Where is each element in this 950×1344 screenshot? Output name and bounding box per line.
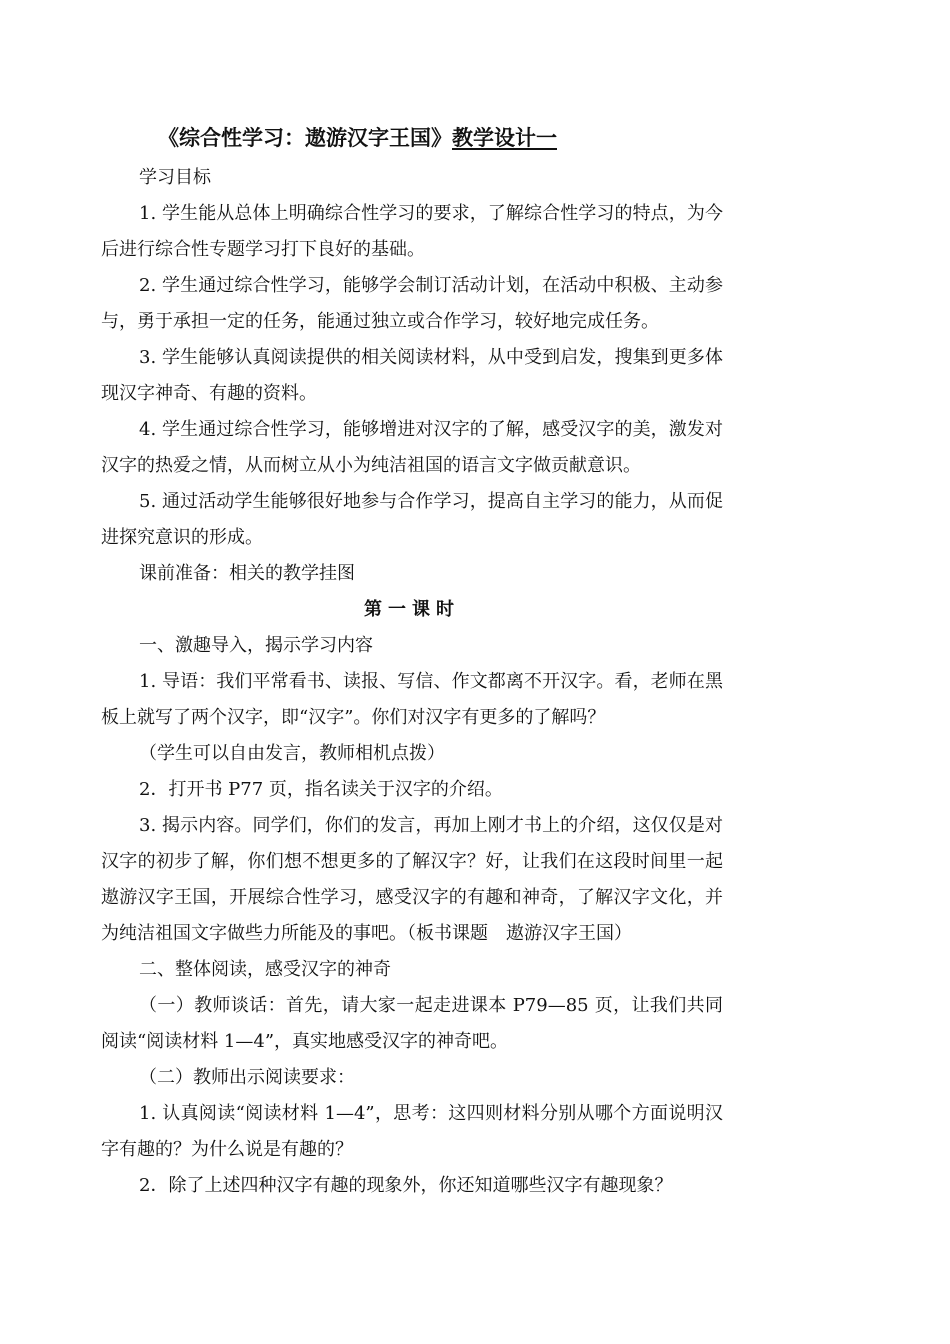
step-1-note: （学生可以自由发言，教师相机点拨） — [139, 743, 445, 764]
step-1-intro: 1. 导语：我们平常看书、读报、写信、作文都离不开汉字。看，老师在黑板上就写了两个汉字，即“汉字”。你们对汉字有更多的了解吗？ — [101, 671, 723, 728]
step-2: 2．打开书 P77 页，指名读关于汉字的介绍。 — [139, 779, 503, 800]
requirement-2: 2．除了上述四种汉字有趣的现象外，你还知道哪些汉字有趣现象？ — [139, 1175, 673, 1196]
title-suffix: 一 — [536, 126, 557, 150]
title-underlined: 教学设计 — [452, 126, 536, 150]
reading-requirements: （二）教师出示阅读要求： — [139, 1067, 355, 1088]
objective-3: 3. 学生能够认真阅读提供的相关阅读材料，从中受到启发，搜集到更多体现汉字神奇、有趣的资料。 — [101, 347, 723, 404]
requirement-1: 1. 认真阅读“阅读材料 1—4”，思考：这四则材料分别从哪个方面说明汉字有趣的？为什么说是有趣的？ — [101, 1103, 723, 1160]
objective-5: 5. 通过活动学生能够很好地参与合作学习，提高自主学习的能力，从而促进探究意识的形成。 — [101, 491, 723, 548]
objective-2: 2. 学生通过综合性学习，能够学会制订活动计划，在活动中积极、主动参与，勇于承担一定的任务，能通过独立或合作学习，较好地完成任务。 — [101, 275, 723, 332]
section-label-objectives: 学习目标 — [139, 167, 211, 188]
teacher-talk: （一）教师谈话：首先，请大家一起走进课本 P79—85 页，让我们共同阅读“阅读材料 1—4”，真实地感受汉字的神奇吧。 — [101, 995, 723, 1052]
section-heading-2: 二、整体阅读，感受汉字的神奇 — [139, 959, 391, 980]
document-title — [101, 118, 723, 158]
title-main: 《综合性学习：遨游汉字王国》 — [158, 126, 452, 150]
section-heading-1: 一、激趣导入，揭示学习内容 — [139, 635, 373, 656]
step-3: 3. 揭示内容。同学们，你们的发言，再加上刚才书上的介绍，这仅仅是对汉字的初步了解，你们想不想更多的了解汉字？好，让我们在这段时间里一起遨游汉字王国，开展综合性学习，感受汉字的有趣和神奇，了解汉字文化，并为纯洁祖国文字做些力所能及的事吧。（板书课题 遨游汉字王国） — [101, 815, 723, 944]
lesson-heading: 第一课时 — [364, 599, 460, 620]
objective-4: 4. 学生通过综合性学习，能够增进对汉字的了解，感受汉字的美，激发对汉字的热爱之情，从而树立从小为纯洁祖国的语言文字做贡献意识。 — [101, 419, 723, 476]
preparation-line: 课前准备：相关的教学挂图 — [139, 563, 355, 584]
document-page — [101, 118, 723, 1204]
objective-1: 1. 学生能从总体上明确综合性学习的要求，了解综合性学习的特点，为今后进行综合性专题学习打下良好的基础。 — [101, 203, 723, 260]
